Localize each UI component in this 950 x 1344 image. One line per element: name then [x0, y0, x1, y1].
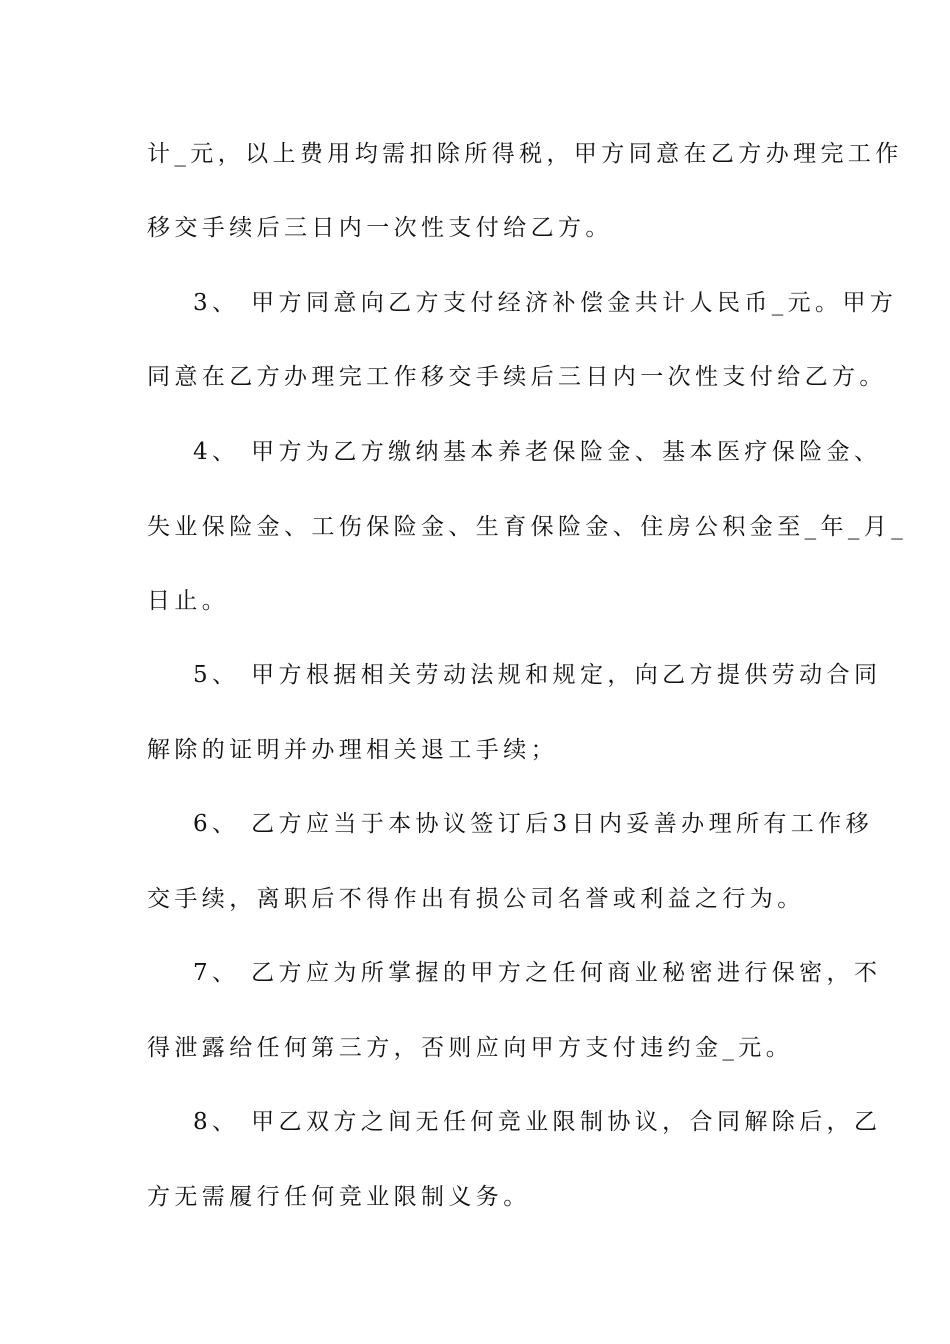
- text-line: 计_元，以上费用均需扣除所得税，甲方同意在乙方办理完工作: [147, 141, 903, 167]
- text-line: 日止。: [147, 588, 230, 614]
- clause-6-line: 6、 乙方应当于本协议签订后3日内妥善办理所有工作移: [193, 811, 873, 837]
- text-line: 得泄露给任何第三方，否则应向甲方支付违约金_元。: [147, 1035, 794, 1061]
- text-line: 交手续，离职后不得作出有损公司名誉或利益之行为。: [147, 886, 805, 912]
- clause-8-line: 8、 甲乙双方之间无任何竞业限制协议，合同解除后，乙: [193, 1109, 882, 1135]
- clause-3-line: 3、 甲方同意向乙方支付经济补偿金共计人民币_元。甲方: [193, 290, 898, 316]
- clause-5-line: 5、 甲方根据相关劳动法规和规定，向乙方提供劳动合同: [193, 662, 882, 688]
- clause-4-line: 4、 甲方为乙方缴纳基本养老保险金、基本医疗保险金、: [193, 439, 882, 465]
- text-line: 方无需履行任何竞业限制义务。: [147, 1184, 531, 1210]
- text-line: 解除的证明并办理相关退工手续；: [147, 737, 558, 763]
- clause-7-line: 7、 乙方应为所掌握的甲方之任何商业秘密进行保密，不: [193, 960, 882, 986]
- text-line: 同意在乙方办理完工作移交手续后三日内一次性支付给乙方。: [147, 364, 887, 390]
- text-line: 失业保险金、工伤保险金、生育保险金、住房公积金至_年_月_: [147, 514, 908, 540]
- text-line: 移交手续后三日内一次性支付给乙方。: [147, 215, 613, 241]
